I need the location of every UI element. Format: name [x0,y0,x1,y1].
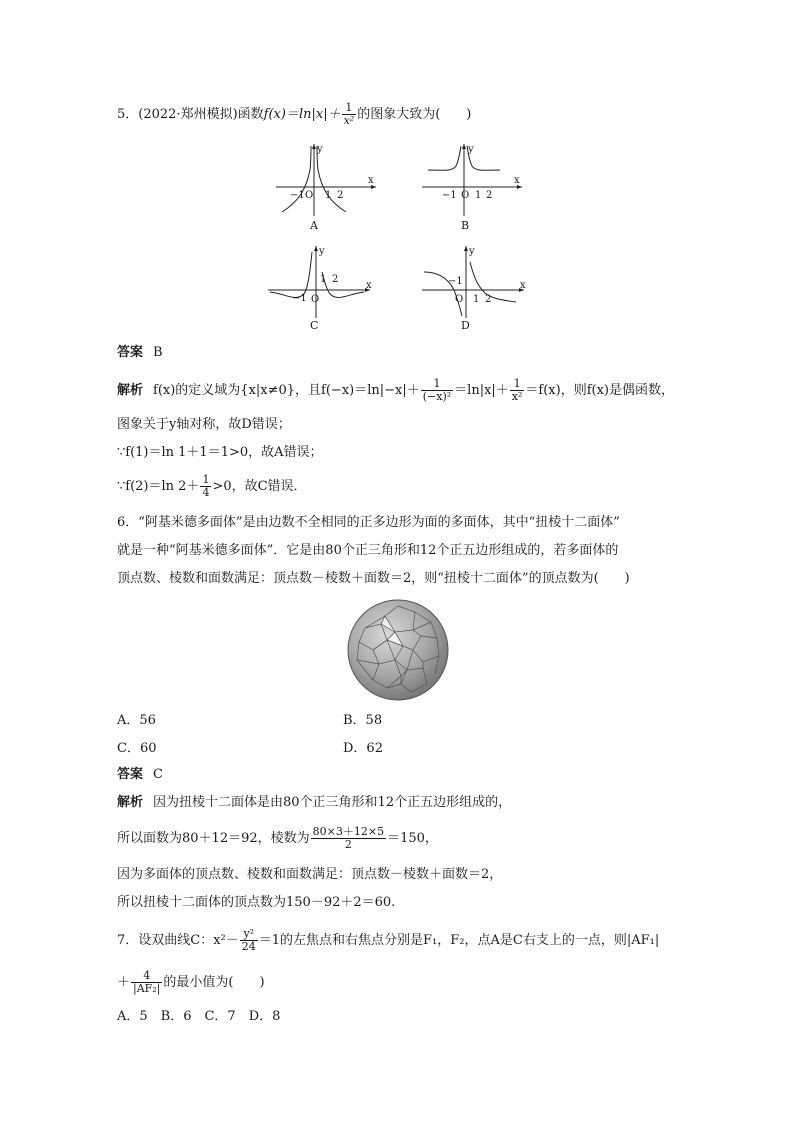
graph-b [418,140,528,220]
graph-c-neg1: −1 [292,293,307,304]
q6-analysis-line2: 所以面数为80＋12＝92，棱数为 $\frac{80\times 3+12\times 5}{2}$ ＝150， [117,825,438,851]
graph-b-two: 2 [486,190,493,201]
q5-analysis-line1: 解析 f(x)的定义域为{x|x≠0}，且f(−x)＝ln|−x|＋ $\frac{1}{\text{(−x)²}}$ ＝ln|x|＋ $\frac{1}{\text{x²}}$ ＝f(x)，则f(x)是偶函数， [117,377,674,403]
graph-b-neg1: −1 [442,190,457,201]
graph-d [418,242,530,320]
graph-c-origin: O [311,294,320,305]
graph-a-one: 1 [325,190,332,201]
snub-dodecahedron-image [343,598,453,702]
q6-line2: 就是一种“阿基米德多面体”．它是由80个正三角形和12个正五边形组成的，若多面体的 [117,543,619,558]
q6-line1: 6．“阿基米德多面体”是由边数不全相同的正多边形为面的多面体，其中“扭棱十二面体” [117,515,620,530]
q5-fraction: $\frac{1}{\text{x²}}$ [343,101,355,127]
graph-b-one: 1 [475,190,482,201]
graph-a [272,140,382,220]
graph-b-x-label: x [514,175,520,186]
q6-analysis-line3: 因为多面体的顶点数、棱数和面数满足：顶点数－棱数＋面数＝2， [117,867,503,882]
graph-d-y-label: y [469,246,475,257]
graph-a-x-label: x [368,175,374,186]
q6-option-d: D．62 [343,741,383,756]
q6-line3: 顶点数、棱数和面数满足：顶点数－棱数＋面数＝2，则“扭棱十二面体”的顶点数为( ) [117,571,630,586]
graph-a-origin: O [305,190,314,201]
graph-c-x-label: x [366,280,372,291]
graph-a-neg1: −1 [290,190,305,201]
graph-d-x-label: x [520,280,526,291]
graph-b-y-label: y [468,144,474,155]
q5-answer: 答案 B [117,345,163,360]
q6-option-c: C．60 [117,741,157,756]
graph-d-label: D [461,319,470,332]
graph-a-y-label: y [317,144,323,155]
q6-analysis-line4: 所以扭棱十二面体的顶点数为150－92＋2＝60. [117,895,396,910]
q5-analysis-line2: 图象关于y轴对称，故D错误； [117,417,291,432]
q6-answer: 答案 C [117,767,163,782]
q7-line1: 7．设双曲线C：x²－ $\frac{\text{y²}}{24}$ ＝1的左焦点和右焦点分别是F₁，F₂，点A是C右支上的一点，则|AF₁| [117,927,660,953]
q5-analysis-line3: ∵f(1)＝ln 1＋1＝1>0，故A错误； [117,445,323,460]
q5-stem: 5．(2022·郑州模拟)函数f(x)＝ln|x|＋ $\frac{1}{\text{x²}}$ 的图象大致为( ) [117,101,472,127]
graph-d-neg1: −1 [448,276,463,287]
q6-option-a: A．56 [117,713,156,728]
graph-b-origin: O [461,190,470,201]
graph-d-two: 2 [485,294,492,305]
graph-c-two: 2 [332,274,339,285]
q6-option-b: B．58 [343,713,383,728]
graph-c [264,242,376,320]
q7-options: A．5 B．6 C．7 D．8 [117,1009,281,1024]
graph-c-label: C [310,319,319,332]
q5-analysis-line4: ∵f(2)＝ln 2＋ $\frac{1}{4}$ >0，故C错误． [117,473,307,499]
graph-a-two: 2 [337,190,344,201]
q6-analysis-line1: 解析 因为扭棱十二面体是由80个正三角形和12个正五边形组成的， [117,795,512,810]
graph-b-label: B [461,219,470,232]
graph-d-one: 1 [473,294,480,305]
graph-d-origin: O [455,294,464,305]
graph-a-label: A [310,219,318,232]
graph-c-y-label: y [319,246,325,257]
graph-c-one: 1 [320,274,327,285]
q7-line2: ＋ $\frac{4}{\text{|AF₂|}}$ 的最小值为( ) [117,969,265,995]
